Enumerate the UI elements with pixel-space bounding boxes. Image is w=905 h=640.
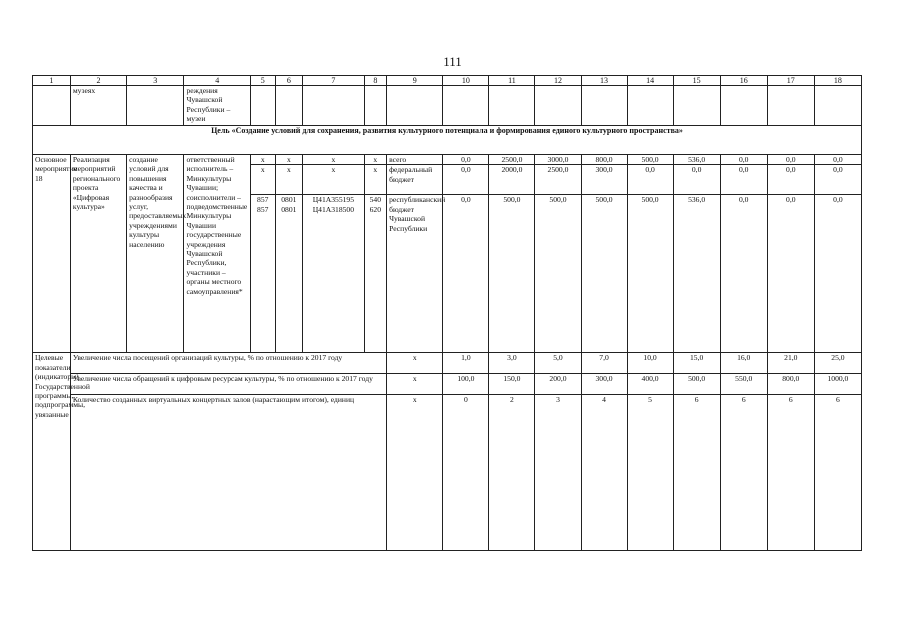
indicator-row <box>33 374 862 395</box>
cell: x <box>387 374 443 395</box>
value-cell: 25,0 <box>814 353 861 374</box>
value-cell: 6 <box>673 395 720 551</box>
value-cell: 0,0 <box>720 165 767 195</box>
value-cell: 0,0 <box>720 155 767 165</box>
value-cell: 800,0 <box>767 374 814 395</box>
value-cell: 536,0 <box>673 195 720 353</box>
value-cell: 500,0 <box>535 195 581 353</box>
col-header: 1 <box>33 76 71 86</box>
col-header: 12 <box>535 76 581 86</box>
column-number-row <box>33 76 862 86</box>
value-cell: 0,0 <box>627 165 673 195</box>
cell: x <box>250 165 275 195</box>
indicators-label: Целевые показатели (индикаторы) Государственной программы, подпрограммы, увязанные <box>33 353 71 551</box>
value-cell: 400,0 <box>627 374 673 395</box>
value-cell: 3,0 <box>489 353 535 374</box>
value-cell: 0 <box>443 395 489 551</box>
value-cell: 0,0 <box>814 195 861 353</box>
value-cell: 536,0 <box>673 155 720 165</box>
cell: x <box>364 155 387 165</box>
col-header: 18 <box>814 76 861 86</box>
value-cell: 1000,0 <box>814 374 861 395</box>
value-cell: 0,0 <box>443 155 489 165</box>
value-cell: 6 <box>767 395 814 551</box>
value-cell: 500,0 <box>627 155 673 165</box>
col-header: 16 <box>720 76 767 86</box>
col-header: 9 <box>387 76 443 86</box>
col-header: 2 <box>70 76 126 86</box>
value-cell: 300,0 <box>581 165 627 195</box>
value-cell: 500,0 <box>489 195 535 353</box>
cell: 857 857 <box>250 195 275 353</box>
funding-source: республиканский бюджет Чувашской Республики <box>387 195 443 353</box>
continued-col4: реждения Чувашской Республики – музеи <box>184 86 251 126</box>
col-header: 17 <box>767 76 814 86</box>
cell: Ц41А355195 Ц41А318500 <box>303 195 364 353</box>
budget-table <box>32 75 862 551</box>
event-col2: Реализация мероприятий регионального проекта «Цифровая культура» <box>70 155 126 353</box>
value-cell: 150,0 <box>489 374 535 395</box>
value-cell: 1,0 <box>443 353 489 374</box>
continued-row <box>33 86 862 126</box>
value-cell: 3 <box>535 395 581 551</box>
value-cell: 6 <box>814 395 861 551</box>
cell: x <box>250 155 275 165</box>
cell: x <box>303 155 364 165</box>
value-cell: 800,0 <box>581 155 627 165</box>
col-header: 15 <box>673 76 720 86</box>
indicator-name: Увеличение числа посещений организаций культуры, % по отношению к 2017 году <box>70 353 386 374</box>
event-col3: создание условий для повышения качества и разнообразия услуг, предоставляемых учреждениями культуры населению <box>127 155 184 353</box>
col-header: 14 <box>627 76 673 86</box>
value-cell: 2500,0 <box>535 165 581 195</box>
col-header: 11 <box>489 76 535 86</box>
event-col1: Основное мероприятие 18 <box>33 155 71 353</box>
value-cell: 0,0 <box>443 195 489 353</box>
value-cell: 0,0 <box>720 195 767 353</box>
value-cell: 300,0 <box>581 374 627 395</box>
value-cell: 4 <box>581 395 627 551</box>
page-number: 111 <box>443 54 462 69</box>
col-header: 6 <box>275 76 303 86</box>
event-row-total <box>33 155 862 165</box>
cell: 0801 0801 <box>275 195 303 353</box>
value-cell: 10,0 <box>627 353 673 374</box>
cell: x <box>275 155 303 165</box>
indicator-row <box>33 353 862 374</box>
funding-source: федеральный бюджет <box>387 165 443 195</box>
indicator-name: Увеличение числа обращений к цифровым ресурсам культуры, % по отношению к 2017 году <box>70 374 386 395</box>
col-header: 4 <box>184 76 251 86</box>
value-cell: 500,0 <box>673 374 720 395</box>
value-cell: 6 <box>720 395 767 551</box>
cell: x <box>303 165 364 195</box>
value-cell: 2 <box>489 395 535 551</box>
event-col4: ответственный исполнитель – Минкультуры Чувашии; соисполнители – подведомственные Минкультуры Чувашии государственные учреждения Чувашской Республики, участники – органы местного самоуправления* <box>184 155 251 353</box>
value-cell: 16,0 <box>720 353 767 374</box>
cell: x <box>275 165 303 195</box>
value-cell: 0,0 <box>814 155 861 165</box>
value-cell: 0,0 <box>767 195 814 353</box>
value-cell: 2500,0 <box>489 155 535 165</box>
value-cell: 21,0 <box>767 353 814 374</box>
cell: x <box>387 395 443 551</box>
value-cell: 0,0 <box>767 165 814 195</box>
value-cell: 550,0 <box>720 374 767 395</box>
col-header: 8 <box>364 76 387 86</box>
cell: x <box>387 353 443 374</box>
value-cell: 5 <box>627 395 673 551</box>
value-cell: 7,0 <box>581 353 627 374</box>
funding-source: всего <box>387 155 443 165</box>
goal-row <box>33 126 862 155</box>
col-header: 10 <box>443 76 489 86</box>
value-cell: 100,0 <box>443 374 489 395</box>
indicator-row <box>33 395 862 551</box>
value-cell: 15,0 <box>673 353 720 374</box>
value-cell: 0,0 <box>814 165 861 195</box>
cell: x <box>364 165 387 195</box>
value-cell: 0,0 <box>767 155 814 165</box>
col-header: 7 <box>303 76 364 86</box>
indicator-name: Количество созданных виртуальных концертных залов (нарастающим итогом), единиц <box>70 395 386 551</box>
value-cell: 3000,0 <box>535 155 581 165</box>
cell: 540 620 <box>364 195 387 353</box>
col-header: 3 <box>127 76 184 86</box>
value-cell: 500,0 <box>627 195 673 353</box>
col-header: 5 <box>250 76 275 86</box>
goal-title: Цель «Создание условий для сохранения, развития культурного потенциала и формирования единого культурного пространства» <box>33 126 862 155</box>
value-cell: 0,0 <box>673 165 720 195</box>
col-header: 13 <box>581 76 627 86</box>
value-cell: 0,0 <box>443 165 489 195</box>
value-cell: 5,0 <box>535 353 581 374</box>
value-cell: 2000,0 <box>489 165 535 195</box>
value-cell: 200,0 <box>535 374 581 395</box>
continued-col2: музеях <box>70 86 126 126</box>
value-cell: 500,0 <box>581 195 627 353</box>
